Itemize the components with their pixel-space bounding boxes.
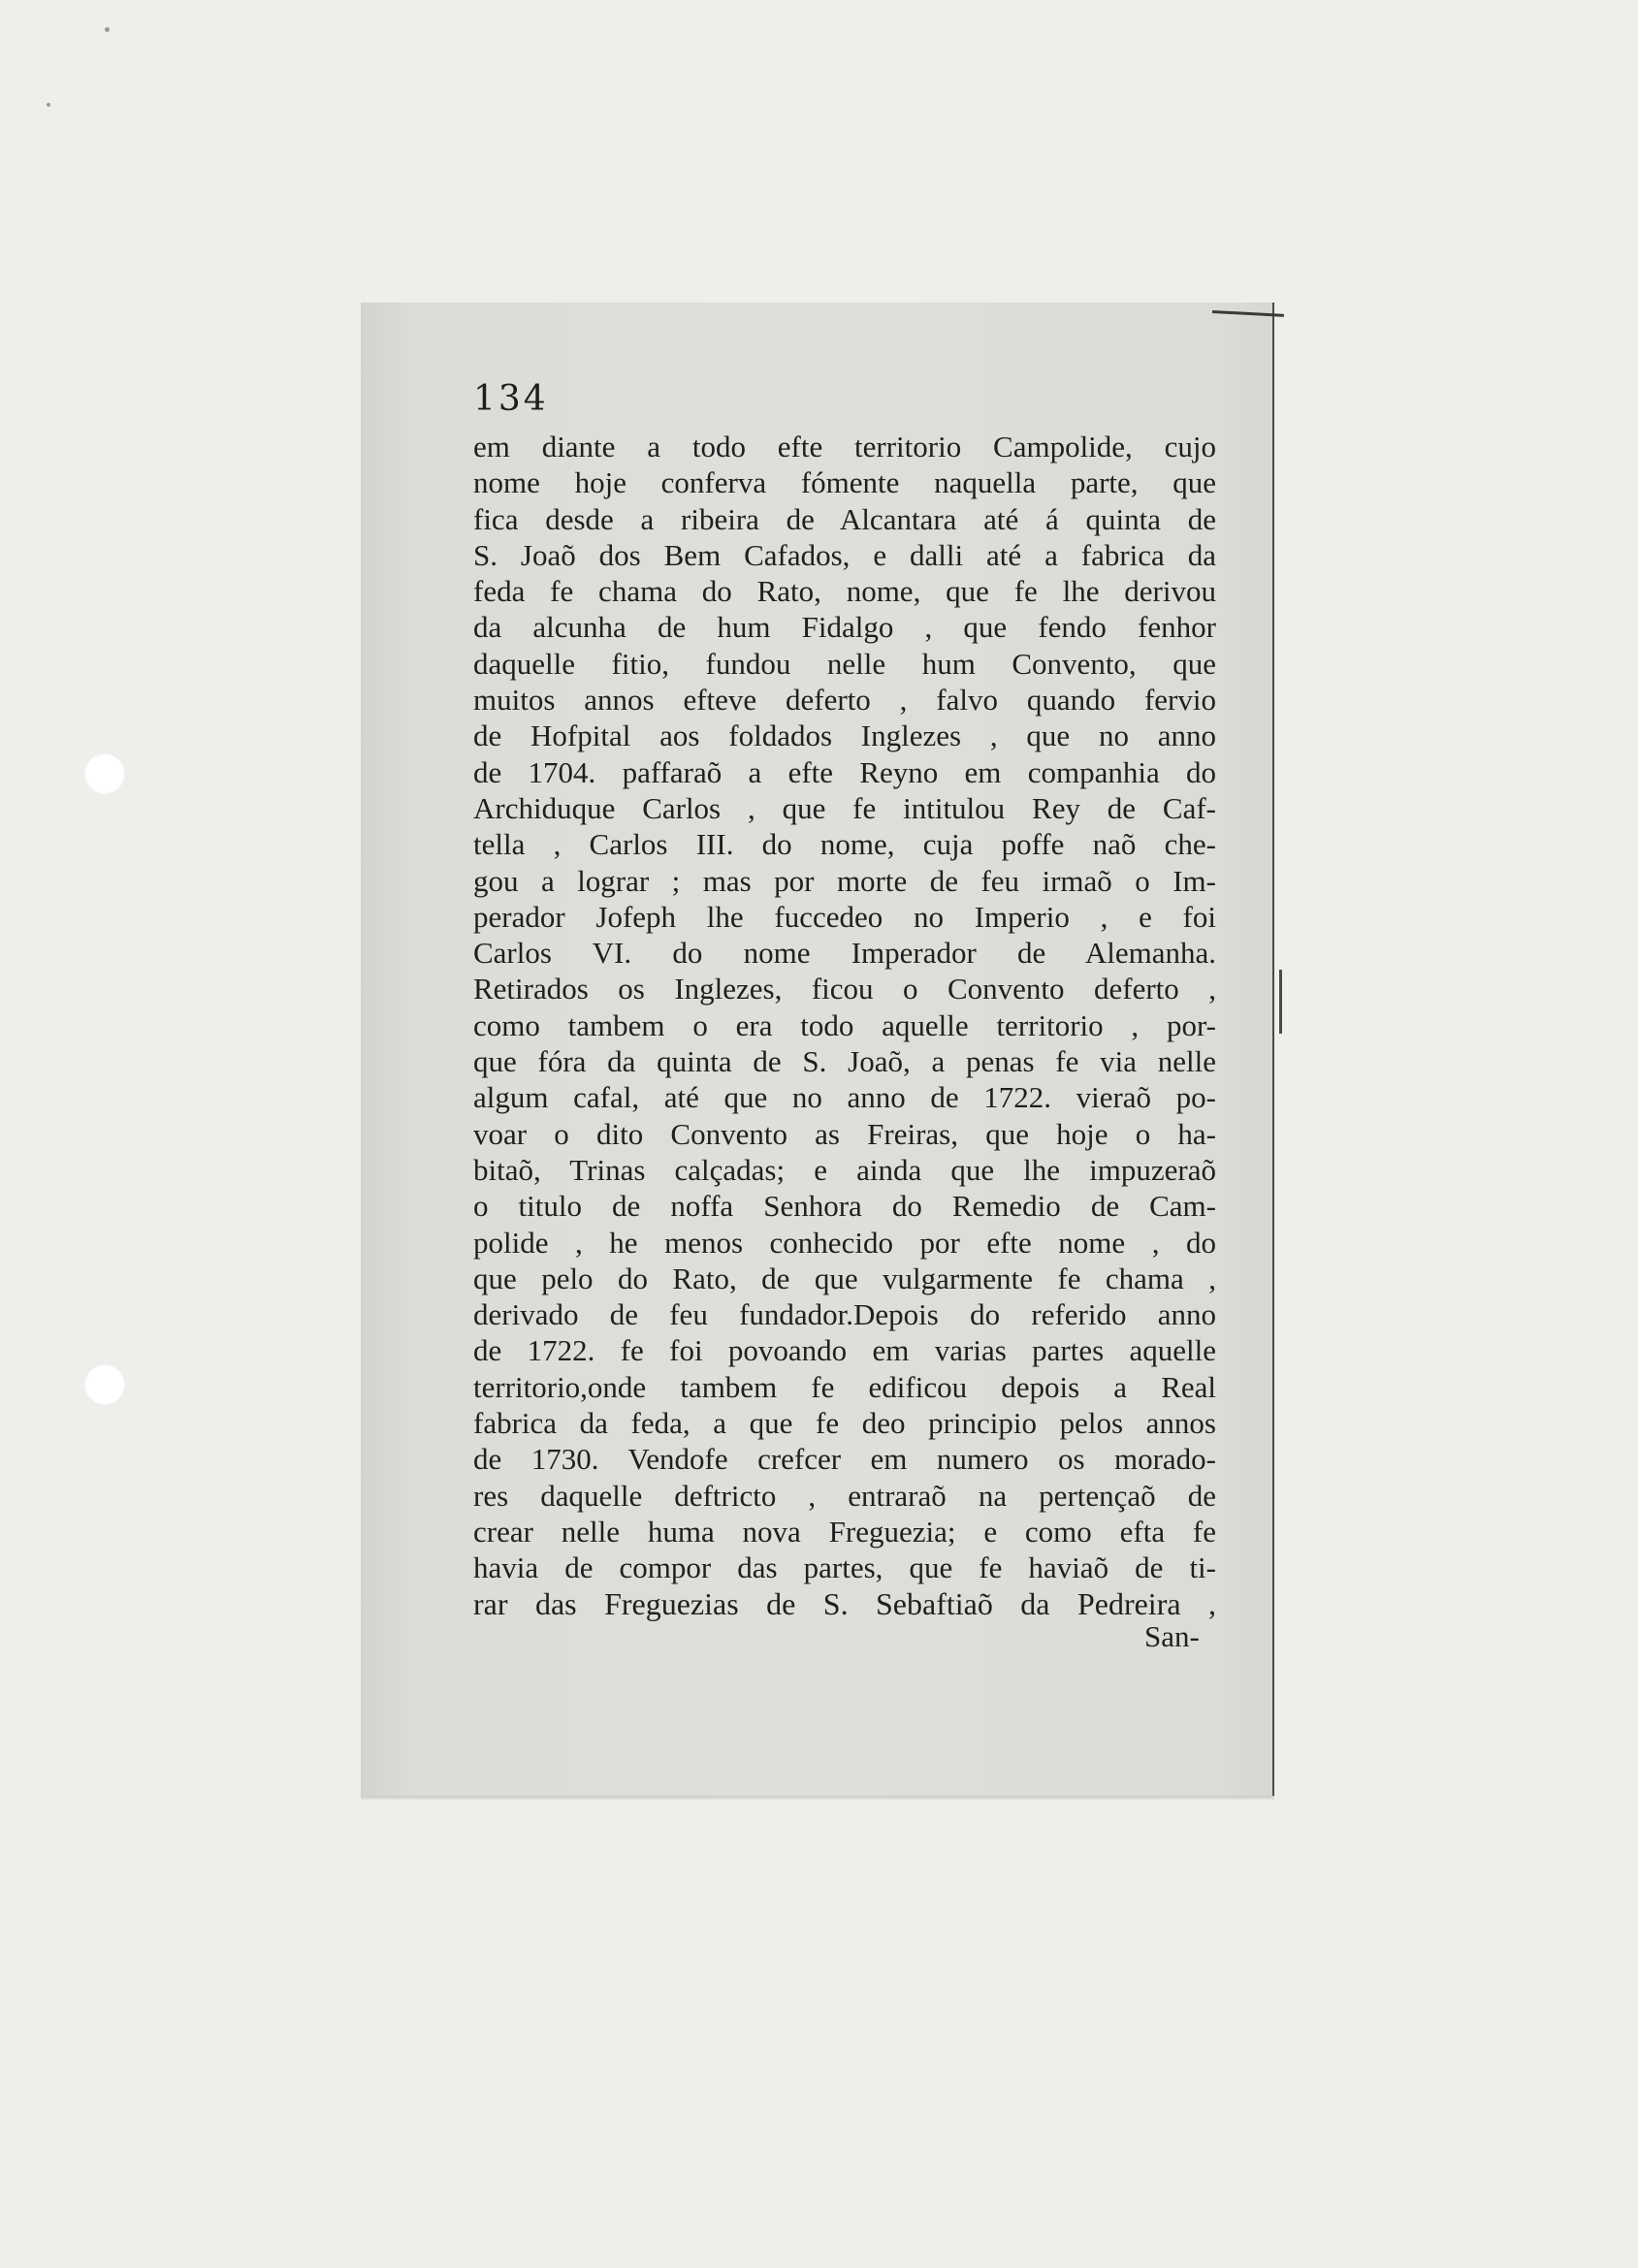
text-line: que pelo do Rato, de que vulgarmente fe chama , [473,1261,1216,1295]
body-text [473,429,1216,1622]
text-line: S. Joaõ dos Bem Cafados, e dalli até a fabrica da [473,537,1216,572]
punch-hole-lower [83,1363,126,1406]
text-line: o titulo de noffa Senhora do Remedio de Cam- [473,1189,1216,1224]
text-line: crear nelle huma nova Freguezia; e como efta fe [473,1514,1216,1549]
text-line: fabrica da feda, a que fe deo principio pelos annos [473,1406,1216,1441]
text-line: havia de compor das partes, que fe haviaõ de ti- [473,1550,1216,1585]
page-edge-bottom [361,1796,1274,1800]
text-line: rar das Freguezias de S. Sebaftiaõ da Pedreira , [473,1585,1216,1621]
text-line: gou a lograr ; mas por morte de feu irmaõ o Im- [473,863,1216,898]
catchword: San- [1144,1619,1200,1653]
text-line: voar o dito Convento as Freiras, que hoje o ha- [473,1116,1216,1151]
paper-speck [47,103,50,107]
text-line: polide , he menos conhecido por efte nome , do [473,1225,1216,1260]
text-line: de 1704. paffaraõ a efte Reyno em companhia do [473,754,1216,789]
text-line: perador Jofeph lhe fuccedeo no Imperio , e foi [473,899,1216,934]
text-line: Carlos VI. do nome Imperador de Alemanha. [473,936,1216,971]
text-line: tella , Carlos III. do nome, cuja poffe naõ che- [473,827,1216,862]
text-line: res daquelle deftricto , entraraõ na pertençaõ de [473,1478,1216,1513]
text-line: de 1722. fe foi povoando em varias partes aquelle [473,1333,1216,1368]
paper-speck [105,27,110,32]
text-line: derivado de feu fundador.Depois do referido anno [473,1297,1216,1332]
text-line: que fóra da quinta de S. Joaõ, a penas fe via nelle [473,1044,1216,1079]
text-line: daquelle fitio, fundou nelle hum Convento, que [473,646,1216,681]
page-number: 134 [473,379,549,419]
text-line: territorio,onde tambem fe edificou depois a Real [473,1369,1216,1404]
text-line: de 1730. Vendofe crefcer em numero os morado- [473,1442,1216,1477]
text-line: bitaõ, Trinas calçadas; e ainda que lhe impuzeraõ [473,1152,1216,1187]
text-line: fica desde a ribeira de Alcantara até á quinta de [473,501,1216,536]
page-edge-mark [1279,970,1282,1034]
text-line: como tambem o era todo aquelle territorio , por- [473,1007,1216,1042]
text-line: feda fe chama do Rato, nome, que fe lhe derivou [473,574,1216,609]
text-line: em diante a todo efte territorio Campolide, cujo [473,430,1216,463]
text-line: nome hoje conferva fómente naquella parte, que [473,465,1216,500]
text-line: muitos annos efteve deferto , falvo quando fervio [473,683,1216,718]
text-line: de Hofpital aos foldados Inglezes , que no anno [473,719,1216,753]
text-line: algum cafal, até que no anno de 1722. vieraõ po- [473,1080,1216,1115]
text-line: da alcunha de hum Fidalgo , que fendo fenhor [473,610,1216,645]
text-line: Retirados os Inglezes, ficou o Convento deferto , [473,972,1216,1006]
text-line: Archiduque Carlos , que fe intitulou Rey de Caf- [473,790,1216,825]
punch-hole-upper [83,752,126,795]
